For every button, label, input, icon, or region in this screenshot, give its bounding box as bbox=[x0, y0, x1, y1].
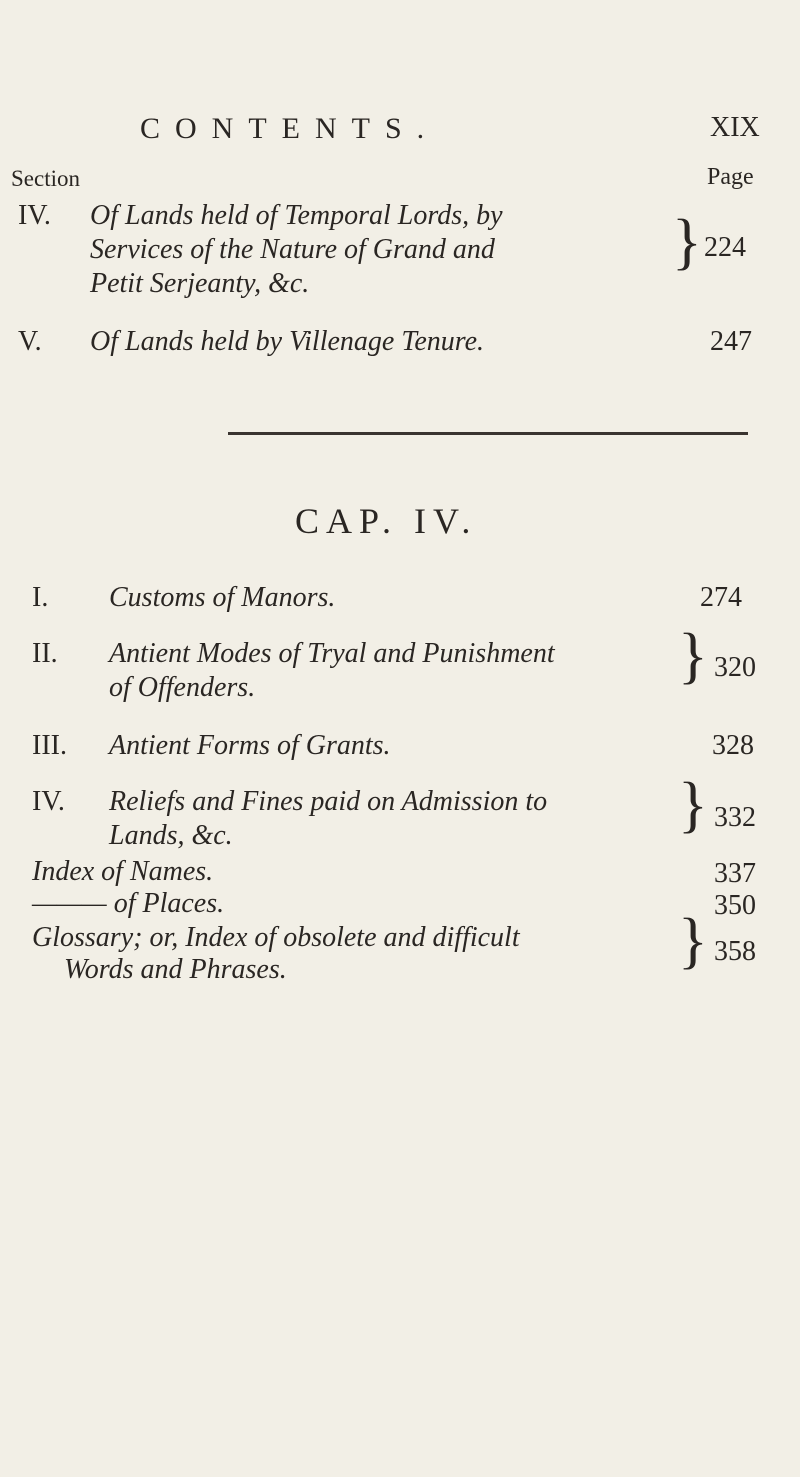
page-folio: XIX bbox=[710, 112, 760, 143]
entry-numeral: IV. bbox=[32, 786, 65, 817]
entry-text-line: of Offenders. bbox=[109, 672, 256, 703]
entry-page-number: 332 bbox=[714, 802, 756, 833]
entry-page-number: 328 bbox=[712, 730, 754, 761]
index-page-number: 350 bbox=[714, 890, 756, 921]
entry-text-line: Petit Serjeanty, &c. bbox=[90, 268, 310, 299]
entry-numeral: V. bbox=[18, 326, 42, 357]
entry-text-line: Antient Modes of Tryal and Punishment bbox=[109, 638, 555, 669]
entry-numeral: IV. bbox=[18, 200, 51, 231]
entry-page-number: 247 bbox=[710, 326, 752, 357]
entry-page-number: 320 bbox=[714, 652, 756, 683]
index-entry-text: Index of Names. bbox=[32, 856, 214, 887]
section-divider-rule bbox=[228, 432, 748, 435]
entry-page-number: 274 bbox=[700, 582, 742, 613]
chapter-heading: CAP. IV. bbox=[295, 501, 478, 541]
entry-page-number: 224 bbox=[704, 232, 746, 263]
entry-text-line: Antient Forms of Grants. bbox=[109, 730, 391, 761]
index-entry-text: Glossary; or, Index of obsolete and difficult bbox=[32, 922, 520, 953]
entry-text-line: Of Lands held of Temporal Lords, by bbox=[90, 200, 503, 231]
index-entry-text: Words and Phrases. bbox=[64, 954, 287, 985]
page-column-heading: Page bbox=[707, 164, 754, 190]
entry-numeral: I. bbox=[32, 582, 49, 613]
entry-text-line: Services of the Nature of Grand and bbox=[90, 234, 495, 265]
right-brace: } bbox=[678, 771, 708, 839]
entry-text-line: Reliefs and Fines paid on Admission to bbox=[109, 786, 548, 817]
entry-text-line: Of Lands held by Villenage Tenure. bbox=[90, 326, 485, 357]
entry-text-line: Customs of Manors. bbox=[109, 582, 336, 613]
index-entry-text: ——— of Places. bbox=[32, 888, 225, 919]
right-brace: } bbox=[678, 907, 708, 975]
index-page-number: 358 bbox=[714, 936, 756, 967]
entry-numeral: III. bbox=[32, 730, 67, 761]
running-title: CONTENTS. bbox=[140, 112, 440, 145]
entry-numeral: II. bbox=[32, 638, 58, 669]
index-page-number: 337 bbox=[714, 858, 756, 889]
right-brace: } bbox=[672, 208, 702, 276]
entry-text-line: Lands, &c. bbox=[109, 820, 233, 851]
right-brace: } bbox=[678, 622, 708, 690]
section-column-heading: Section bbox=[11, 166, 80, 191]
